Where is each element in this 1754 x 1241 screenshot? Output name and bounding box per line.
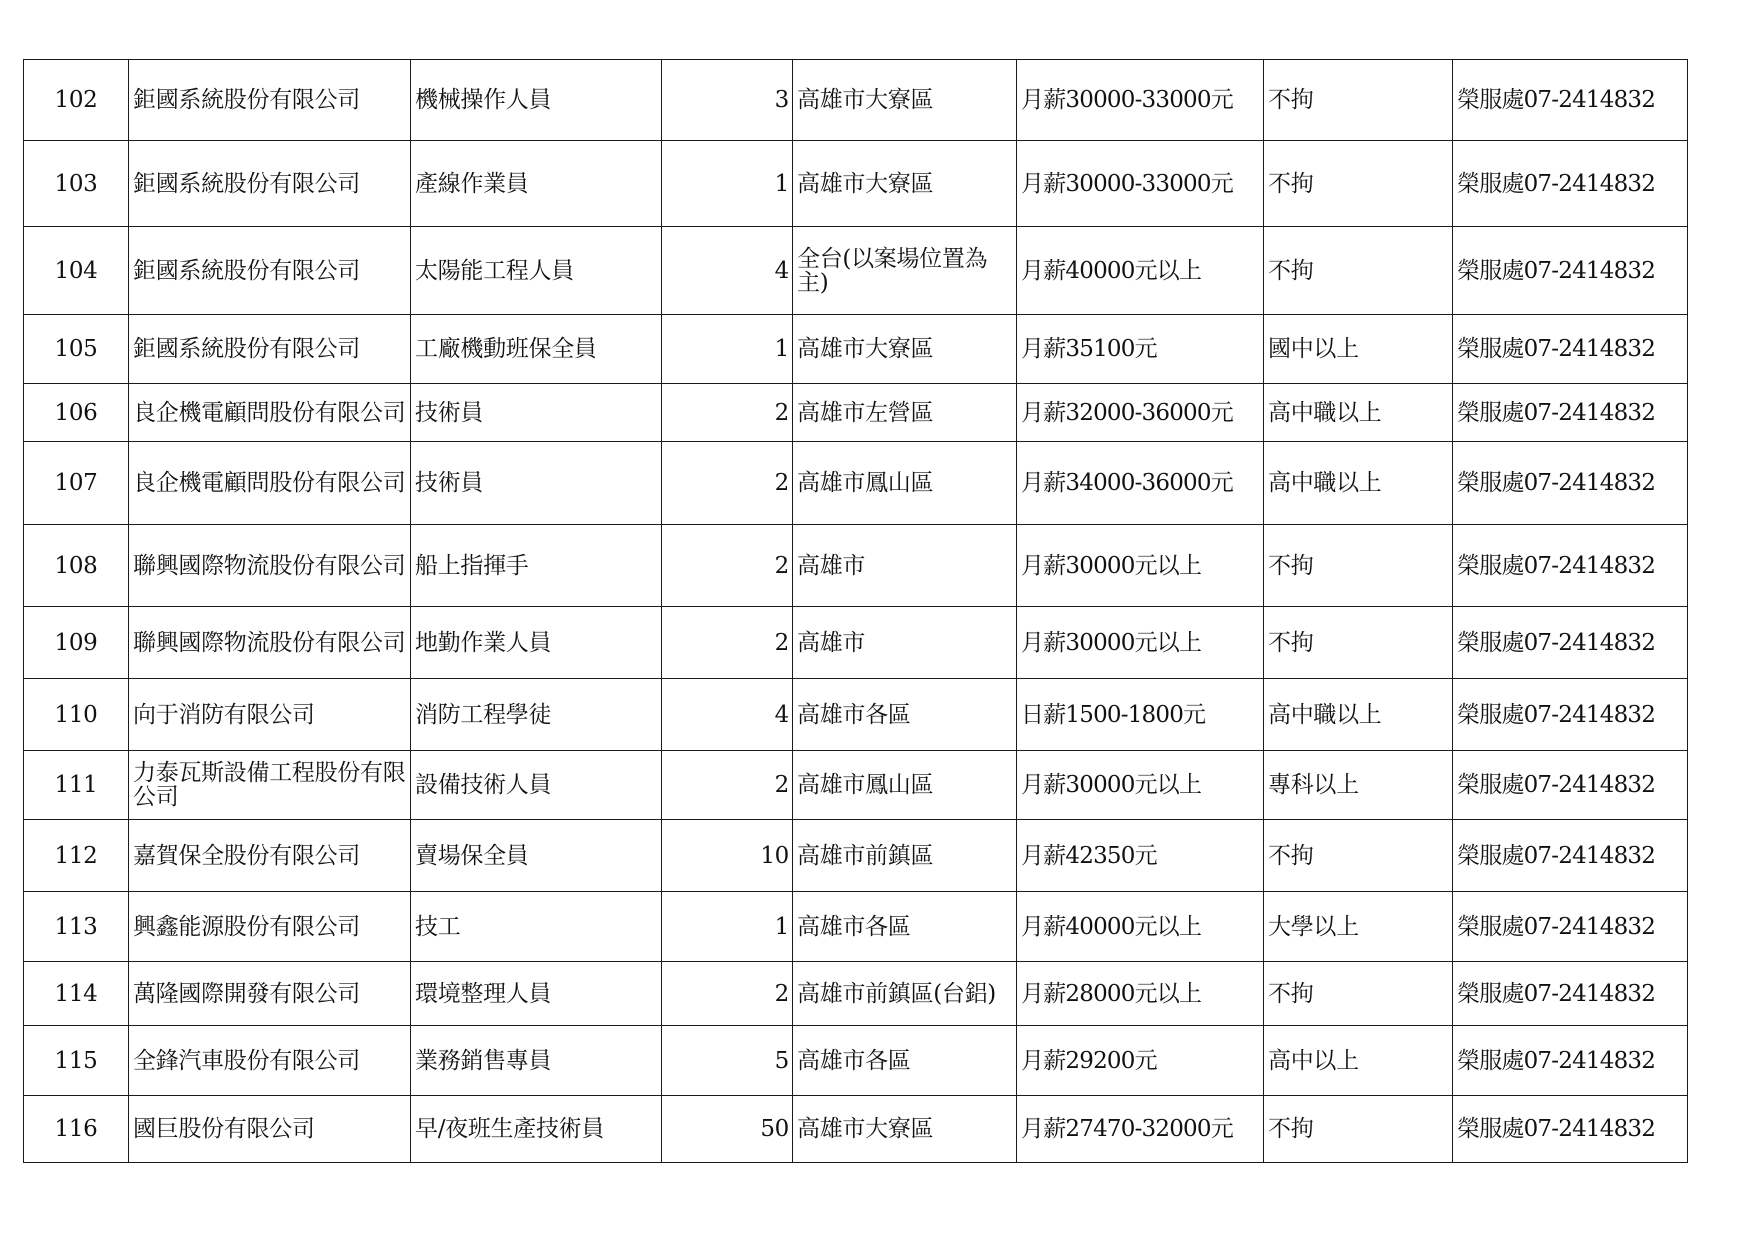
- company-name-cell: 萬隆國際開發有限公司: [129, 962, 411, 1026]
- education-requirement-cell: 大學以上: [1264, 892, 1453, 962]
- table-row: [24, 751, 1688, 820]
- salary-cell: 月薪35100元: [1017, 315, 1264, 384]
- education-requirement-cell: 不拘: [1264, 141, 1453, 227]
- job-title-cell: 船上指揮手: [411, 525, 662, 607]
- company-name-cell: 全鋒汽車股份有限公司: [129, 1026, 411, 1096]
- work-location-cell: 高雄市各區: [793, 679, 1017, 751]
- vacancy-count-cell: 2: [662, 525, 793, 607]
- salary-cell: 月薪27470-32000元: [1017, 1096, 1264, 1163]
- row-number-cell: 111: [24, 751, 129, 820]
- education-requirement-cell: 專科以上: [1264, 751, 1453, 820]
- education-requirement-cell: 國中以上: [1264, 315, 1453, 384]
- table-row: [24, 315, 1688, 384]
- company-name-cell: 鉅國系統股份有限公司: [129, 315, 411, 384]
- table-row: [24, 607, 1688, 679]
- education-requirement-cell: 不拘: [1264, 60, 1453, 141]
- job-title-cell: 技術員: [411, 384, 662, 442]
- company-name-cell: 鉅國系統股份有限公司: [129, 60, 411, 141]
- salary-cell: 月薪30000-33000元: [1017, 141, 1264, 227]
- company-name-cell: 鉅國系統股份有限公司: [129, 141, 411, 227]
- salary-cell: 月薪42350元: [1017, 820, 1264, 892]
- job-title-cell: 業務銷售專員: [411, 1026, 662, 1096]
- job-title-cell: 消防工程學徒: [411, 679, 662, 751]
- job-title-cell: 技工: [411, 892, 662, 962]
- company-name-cell: 聯興國際物流股份有限公司: [129, 525, 411, 607]
- work-location-cell: 高雄市各區: [793, 892, 1017, 962]
- vacancy-count-cell: 4: [662, 227, 793, 315]
- contact-info-cell: 榮服處07-2414832: [1453, 227, 1688, 315]
- education-requirement-cell: 高中職以上: [1264, 384, 1453, 442]
- work-location-cell: 高雄市鳳山區: [793, 442, 1017, 525]
- vacancy-count-cell: 3: [662, 60, 793, 141]
- contact-info-cell: 榮服處07-2414832: [1453, 607, 1688, 679]
- education-requirement-cell: 不拘: [1264, 1096, 1453, 1163]
- row-number-cell: 116: [24, 1096, 129, 1163]
- row-number-cell: 102: [24, 60, 129, 141]
- vacancy-count-cell: 2: [662, 607, 793, 679]
- salary-cell: 月薪28000元以上: [1017, 962, 1264, 1026]
- row-number-cell: 113: [24, 892, 129, 962]
- company-name-cell: 嘉賀保全股份有限公司: [129, 820, 411, 892]
- row-number-cell: 103: [24, 141, 129, 227]
- education-requirement-cell: 不拘: [1264, 820, 1453, 892]
- table-row: [24, 1096, 1688, 1163]
- company-name-cell: 聯興國際物流股份有限公司: [129, 607, 411, 679]
- vacancy-count-cell: 5: [662, 1026, 793, 1096]
- table-row: [24, 820, 1688, 892]
- contact-info-cell: 榮服處07-2414832: [1453, 384, 1688, 442]
- salary-cell: 月薪30000元以上: [1017, 607, 1264, 679]
- work-location-cell: 高雄市大寮區: [793, 315, 1017, 384]
- work-location-cell: 高雄市前鎮區: [793, 820, 1017, 892]
- row-number-cell: 108: [24, 525, 129, 607]
- row-number-cell: 110: [24, 679, 129, 751]
- contact-info-cell: 榮服處07-2414832: [1453, 1096, 1688, 1163]
- job-title-cell: 產線作業員: [411, 141, 662, 227]
- salary-cell: 月薪29200元: [1017, 1026, 1264, 1096]
- table-row: [24, 962, 1688, 1026]
- vacancy-count-cell: 50: [662, 1096, 793, 1163]
- vacancy-count-cell: 1: [662, 315, 793, 384]
- salary-cell: 月薪32000-36000元: [1017, 384, 1264, 442]
- job-title-cell: 機械操作人員: [411, 60, 662, 141]
- salary-cell: 月薪30000元以上: [1017, 751, 1264, 820]
- row-number-cell: 104: [24, 227, 129, 315]
- contact-info-cell: 榮服處07-2414832: [1453, 1026, 1688, 1096]
- salary-cell: 月薪30000元以上: [1017, 525, 1264, 607]
- salary-cell: 月薪34000-36000元: [1017, 442, 1264, 525]
- vacancy-count-cell: 2: [662, 384, 793, 442]
- table-row: [24, 227, 1688, 315]
- job-table-body: [24, 60, 1688, 1163]
- work-location-cell: 高雄市左營區: [793, 384, 1017, 442]
- education-requirement-cell: 高中職以上: [1264, 442, 1453, 525]
- vacancy-count-cell: 4: [662, 679, 793, 751]
- salary-cell: 日薪1500-1800元: [1017, 679, 1264, 751]
- work-location-cell: 高雄市各區: [793, 1026, 1017, 1096]
- company-name-cell: 向于消防有限公司: [129, 679, 411, 751]
- job-listing-table: [23, 59, 1688, 1163]
- table-row: [24, 525, 1688, 607]
- work-location-cell: 高雄市: [793, 607, 1017, 679]
- salary-cell: 月薪30000-33000元: [1017, 60, 1264, 141]
- job-title-cell: 賣場保全員: [411, 820, 662, 892]
- job-title-cell: 環境整理人員: [411, 962, 662, 1026]
- education-requirement-cell: 高中職以上: [1264, 679, 1453, 751]
- company-name-cell: 良企機電顧問股份有限公司: [129, 384, 411, 442]
- contact-info-cell: 榮服處07-2414832: [1453, 141, 1688, 227]
- contact-info-cell: 榮服處07-2414832: [1453, 892, 1688, 962]
- table-row: [24, 384, 1688, 442]
- vacancy-count-cell: 10: [662, 820, 793, 892]
- contact-info-cell: 榮服處07-2414832: [1453, 525, 1688, 607]
- row-number-cell: 105: [24, 315, 129, 384]
- education-requirement-cell: 不拘: [1264, 962, 1453, 1026]
- work-location-cell: 高雄市: [793, 525, 1017, 607]
- company-name-cell: 興鑫能源股份有限公司: [129, 892, 411, 962]
- table-row: [24, 442, 1688, 525]
- job-title-cell: 技術員: [411, 442, 662, 525]
- vacancy-count-cell: 2: [662, 442, 793, 525]
- job-title-cell: 早/夜班生產技術員: [411, 1096, 662, 1163]
- row-number-cell: 109: [24, 607, 129, 679]
- salary-cell: 月薪40000元以上: [1017, 892, 1264, 962]
- education-requirement-cell: 不拘: [1264, 607, 1453, 679]
- education-requirement-cell: 高中以上: [1264, 1026, 1453, 1096]
- table-row: [24, 892, 1688, 962]
- table-row: [24, 141, 1688, 227]
- salary-cell: 月薪40000元以上: [1017, 227, 1264, 315]
- contact-info-cell: 榮服處07-2414832: [1453, 962, 1688, 1026]
- work-location-cell: 高雄市大寮區: [793, 1096, 1017, 1163]
- company-name-cell: 鉅國系統股份有限公司: [129, 227, 411, 315]
- row-number-cell: 112: [24, 820, 129, 892]
- contact-info-cell: 榮服處07-2414832: [1453, 820, 1688, 892]
- education-requirement-cell: 不拘: [1264, 525, 1453, 607]
- table-row: [24, 679, 1688, 751]
- row-number-cell: 114: [24, 962, 129, 1026]
- contact-info-cell: 榮服處07-2414832: [1453, 442, 1688, 525]
- education-requirement-cell: 不拘: [1264, 227, 1453, 315]
- vacancy-count-cell: 1: [662, 892, 793, 962]
- row-number-cell: 106: [24, 384, 129, 442]
- row-number-cell: 115: [24, 1026, 129, 1096]
- contact-info-cell: 榮服處07-2414832: [1453, 751, 1688, 820]
- job-title-cell: 太陽能工程人員: [411, 227, 662, 315]
- vacancy-count-cell: 1: [662, 141, 793, 227]
- work-location-cell: 高雄市大寮區: [793, 60, 1017, 141]
- job-title-cell: 地勤作業人員: [411, 607, 662, 679]
- job-title-cell: 設備技術人員: [411, 751, 662, 820]
- company-name-cell: 國巨股份有限公司: [129, 1096, 411, 1163]
- work-location-cell: 高雄市前鎮區(台鋁): [793, 962, 1017, 1026]
- vacancy-count-cell: 2: [662, 962, 793, 1026]
- contact-info-cell: 榮服處07-2414832: [1453, 315, 1688, 384]
- contact-info-cell: 榮服處07-2414832: [1453, 679, 1688, 751]
- company-name-cell: 良企機電顧問股份有限公司: [129, 442, 411, 525]
- contact-info-cell: 榮服處07-2414832: [1453, 60, 1688, 141]
- table-row: [24, 60, 1688, 141]
- work-location-cell: 高雄市大寮區: [793, 141, 1017, 227]
- job-title-cell: 工廠機動班保全員: [411, 315, 662, 384]
- table-row: [24, 1026, 1688, 1096]
- work-location-cell: 全台(以案場位置為主): [793, 227, 1017, 315]
- row-number-cell: 107: [24, 442, 129, 525]
- vacancy-count-cell: 2: [662, 751, 793, 820]
- work-location-cell: 高雄市鳳山區: [793, 751, 1017, 820]
- company-name-cell: 力泰瓦斯設備工程股份有限公司: [129, 751, 411, 820]
